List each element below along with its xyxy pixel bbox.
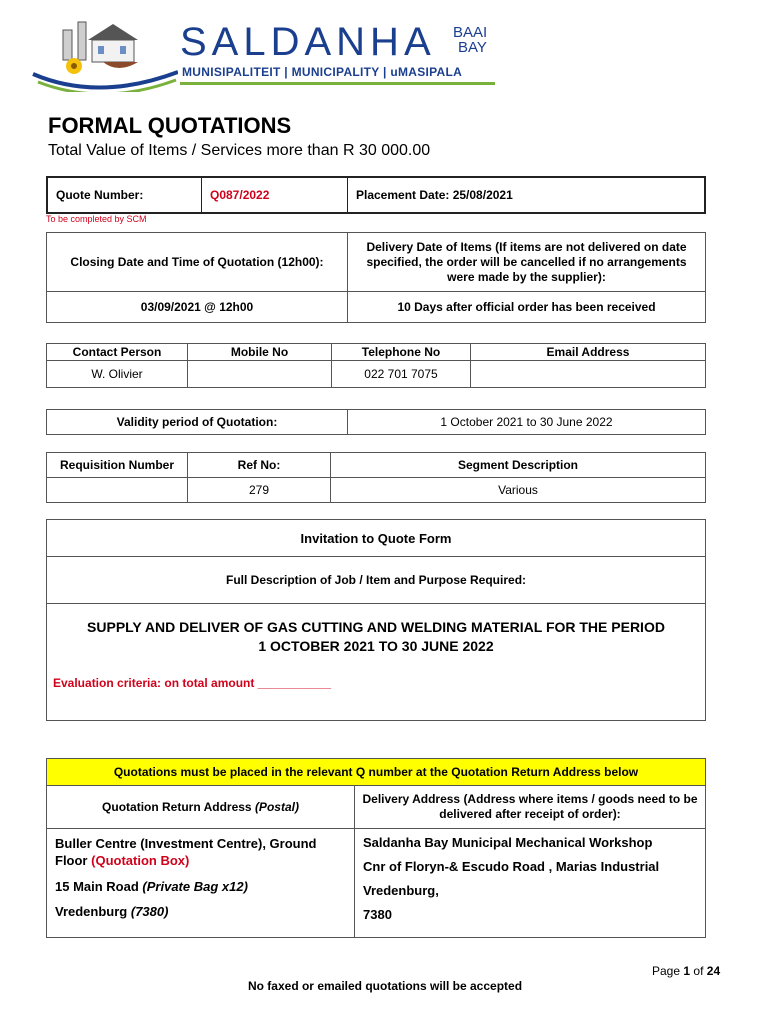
delivery-line: Saldanha Bay Municipal Mechanical Workshop — [363, 835, 653, 850]
closing-label: Closing Date and Time of Quotation (12h00): — [47, 233, 348, 292]
postal-line-italic: (7380) — [130, 904, 169, 919]
logo-divider — [180, 82, 495, 85]
requisition-number — [47, 478, 188, 503]
postal-label-italic: (Postal) — [254, 800, 299, 814]
postal-address-cell — [47, 829, 355, 938]
logo-baai: BAAI — [453, 24, 488, 41]
delivery-label: Delivery Date of Items (If items are not delivered on date specified, the order will be cancelled if no arrangements were made by the supplier): — [348, 233, 706, 292]
validity-value: 1 October 2021 to 30 June 2022 — [348, 410, 706, 435]
logo-subtitle: MUNISIPALITEIT | MUNICIPALITY | uMASIPALA — [182, 65, 463, 79]
postal-line-italic: (Private Bag x12) — [142, 879, 248, 894]
municipality-logo-graphic — [28, 12, 178, 92]
page-current: 1 — [683, 964, 691, 978]
placement-date: Placement Date: 25/08/2021 — [348, 177, 706, 213]
closing-delivery-table — [46, 232, 706, 323]
contact-header: Telephone No — [332, 344, 471, 361]
contact-table — [46, 343, 706, 388]
page-of: of — [693, 964, 704, 978]
logo-bay: BAY — [458, 39, 487, 56]
description-cell — [47, 604, 706, 721]
postal-label-cell — [47, 786, 355, 829]
page-number — [652, 964, 720, 978]
delivery-line: 7380 — [363, 907, 392, 922]
requisition-header: Requisition Number — [47, 453, 188, 478]
return-address-table — [46, 758, 706, 938]
page-label: Page — [652, 964, 681, 978]
postal-line: Buller Centre (Investment Centre), Ground Floor — [55, 836, 317, 868]
quote-number-value: Q087/2022 — [202, 177, 348, 213]
ref-no: 279 — [188, 478, 331, 503]
quote-number-table — [46, 176, 706, 214]
description-line: SUPPLY AND DELIVER OF GAS CUTTING AND WELDING MATERIAL FOR THE PERIOD — [87, 619, 665, 635]
mobile-no — [188, 361, 332, 388]
delivery-line: Vredenburg, — [363, 883, 439, 898]
telephone-no: 022 701 7075 — [332, 361, 471, 388]
footer-note: No faxed or emailed quotations will be accepted — [247, 979, 523, 993]
contact-person: W. Olivier — [47, 361, 188, 388]
description-label: Full Description of Job / Item and Purpose Required: — [47, 557, 706, 604]
contact-header: Contact Person — [47, 344, 188, 361]
invitation-table — [46, 519, 706, 721]
quotation-box: (Quotation Box) — [91, 853, 190, 868]
delivery-address-cell — [355, 829, 706, 938]
segment-header: Segment Description — [331, 453, 706, 478]
delivery-line: Cnr of Floryn-& Escudo Road , Marias Industrial — [363, 859, 660, 874]
return-banner: Quotations must be placed in the relevant Q number at the Quotation Return Address below — [47, 759, 706, 786]
closing-value: 03/09/2021 @ 12h00 — [47, 292, 348, 323]
contact-header: Email Address — [471, 344, 706, 361]
quote-number-label: Quote Number: — [47, 177, 202, 213]
validity-label: Validity period of Quotation: — [47, 410, 348, 435]
document-subtitle: Total Value of Items / Services more than R 30 000.00 — [48, 142, 431, 159]
postal-line: 15 Main Road — [55, 879, 139, 894]
contact-header: Mobile No — [188, 344, 332, 361]
email-address — [471, 361, 706, 388]
ref-header: Ref No: — [188, 453, 331, 478]
postal-label: Quotation Return Address — [102, 800, 252, 814]
segment-description: Various — [331, 478, 706, 503]
description-line: 1 OCTOBER 2021 TO 30 JUNE 2022 — [258, 638, 494, 654]
document-title: FORMAL QUOTATIONS — [48, 113, 292, 138]
logo-name: SALDANHA — [180, 20, 436, 64]
validity-table — [46, 409, 706, 435]
postal-line: Vredenburg — [55, 904, 128, 919]
delivery-value: 10 Days after official order has been received — [348, 292, 706, 323]
delivery-address-label: Delivery Address (Address where items / goods need to be delivered after receipt of order): — [355, 786, 706, 829]
scm-note: To be completed by SCM — [46, 214, 147, 224]
page-total: 24 — [706, 964, 721, 978]
evaluation-criteria: Evaluation criteria: on total amount ___________ — [53, 676, 332, 690]
invitation-heading: Invitation to Quote Form — [47, 520, 706, 557]
requisition-table — [46, 452, 706, 503]
